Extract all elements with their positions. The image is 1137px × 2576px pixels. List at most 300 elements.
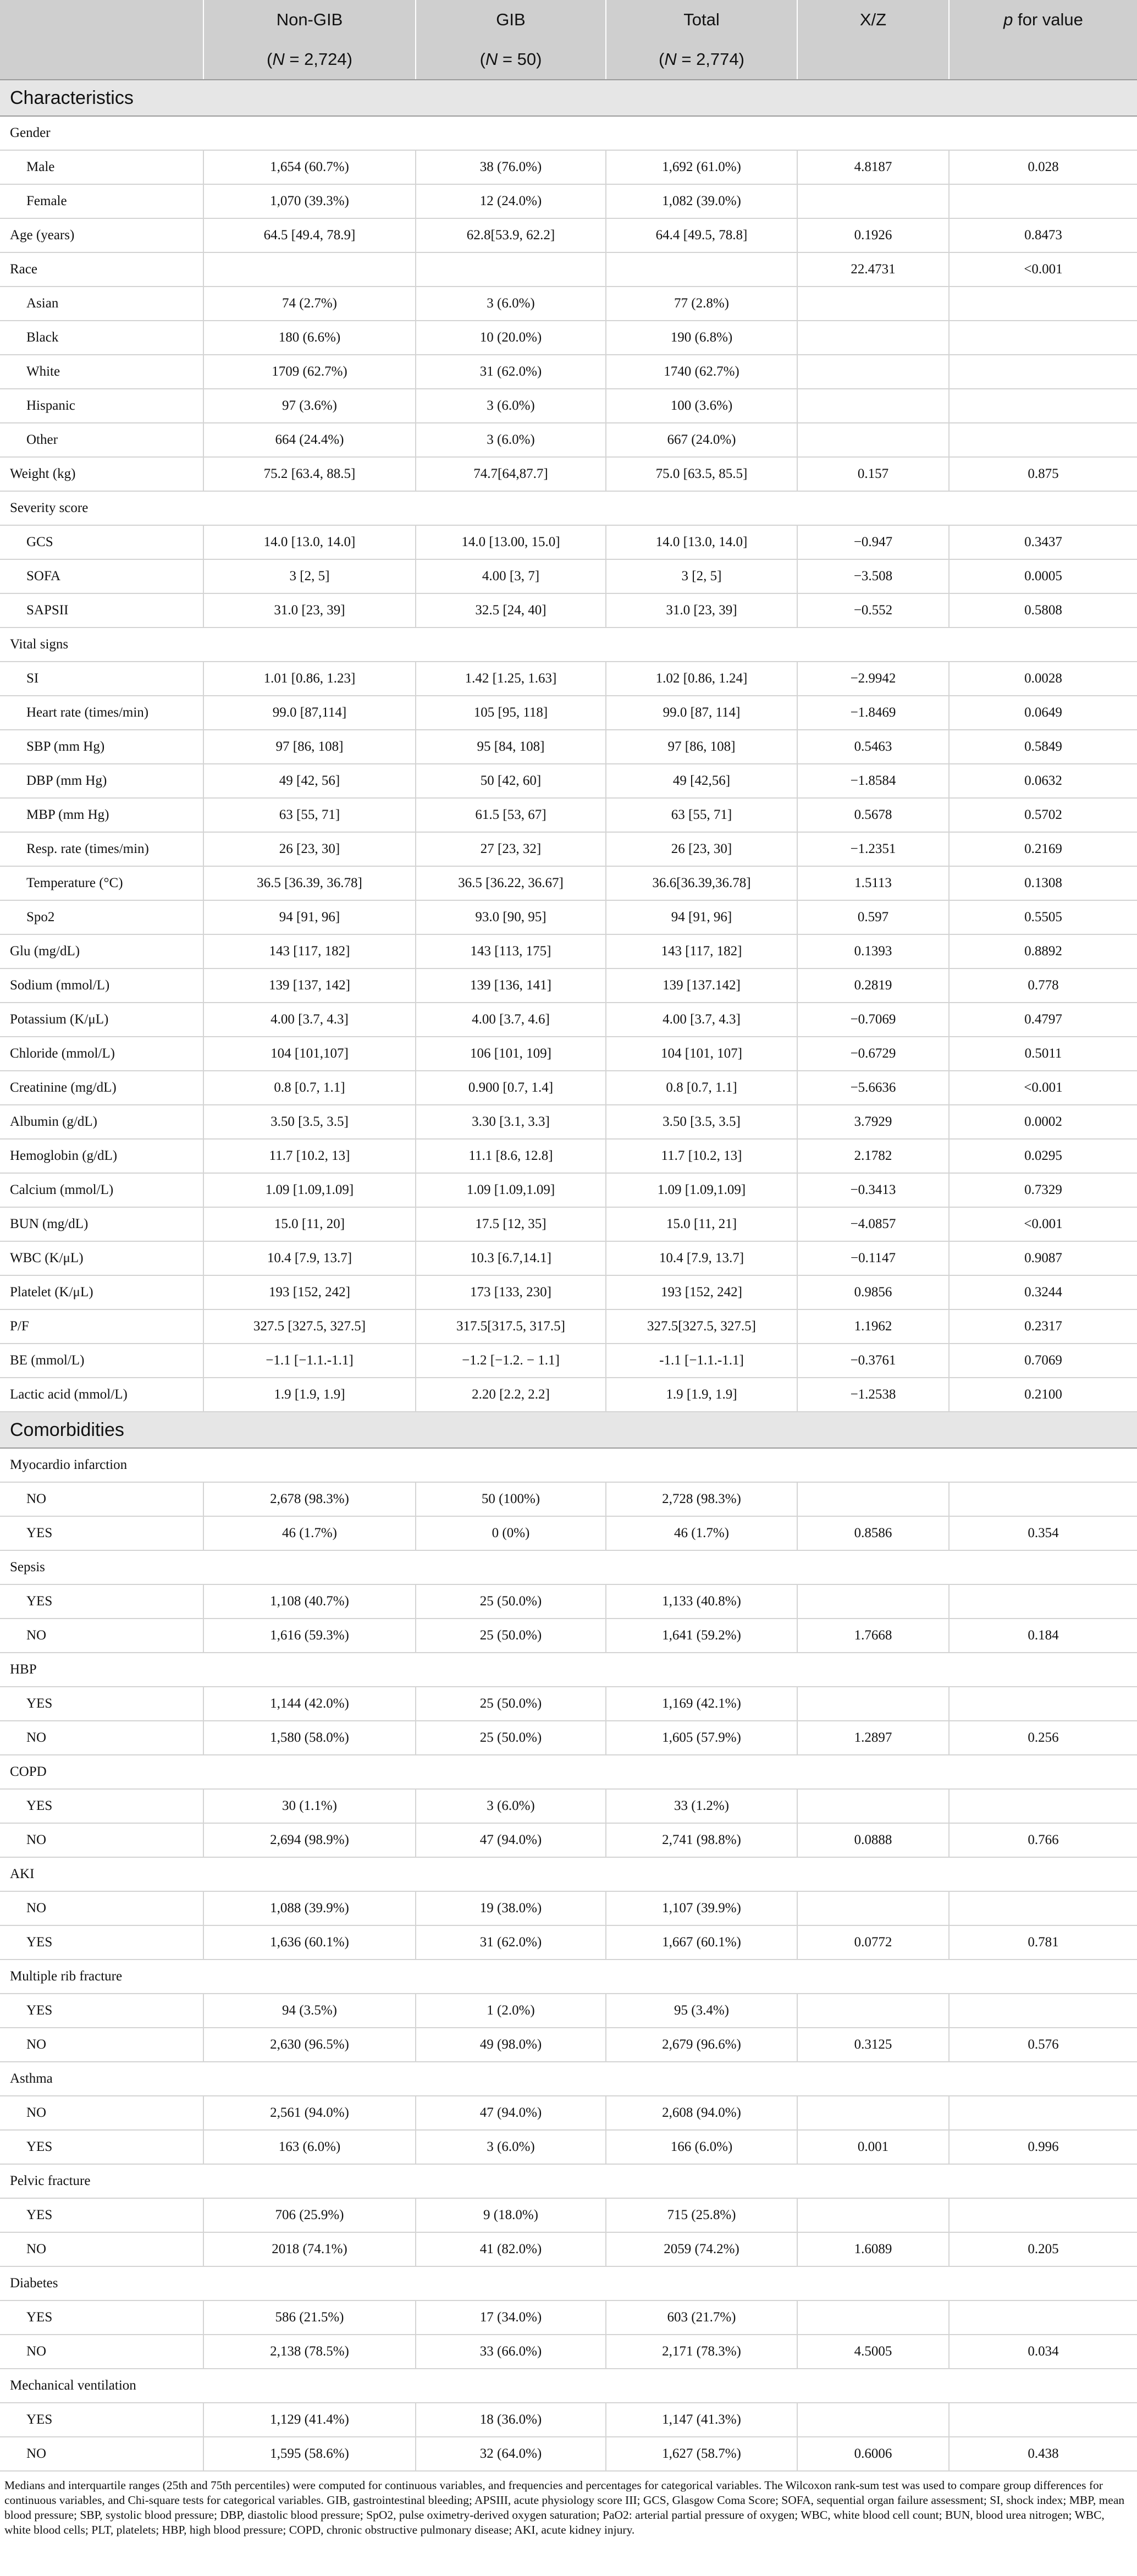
cell-non-gib: 327.5 [327.5, 327.5] (203, 1309, 416, 1344)
cell-non-gib: 97 (3.6%) (203, 389, 416, 423)
table-row (0, 866, 1137, 900)
cell-xz: 0.1393 (797, 934, 949, 968)
row-label: YES (0, 2130, 203, 2164)
total-n-value: = 2,774) (676, 49, 744, 69)
cell-gib: 105 [95, 118] (416, 696, 606, 730)
cell-gib: 1.42 [1.25, 1.63] (416, 662, 606, 696)
cell-non-gib: 10.4 [7.9, 13.7] (203, 1241, 416, 1275)
table-row (0, 389, 1137, 423)
cell-non-gib: 586 (21.5%) (203, 2300, 416, 2335)
cell-non-gib: 143 [117, 182] (203, 934, 416, 968)
cell-p-value (949, 423, 1137, 457)
table-row (0, 1071, 1137, 1105)
cell-non-gib: 2,678 (98.3%) (203, 1482, 416, 1516)
cell-p-value: 0.778 (949, 968, 1137, 1003)
row-label: NO (0, 1619, 203, 1653)
cell-gib: 3.30 [3.1, 3.3] (416, 1105, 606, 1139)
cell-non-gib: 2,630 (96.5%) (203, 2028, 416, 2062)
cell-p-value (949, 1994, 1137, 2028)
cell-non-gib: 64.5 [49.4, 78.9] (203, 218, 416, 252)
cell-non-gib: 2,138 (78.5%) (203, 2335, 416, 2369)
cell-p-value: 0.2169 (949, 832, 1137, 866)
cell-total: 143 [117, 182] (606, 934, 797, 968)
cell-total: 190 (6.8%) (606, 321, 797, 355)
group-row (0, 1755, 1137, 1789)
table-row (0, 184, 1137, 218)
cell-gib: 139 [136, 141] (416, 968, 606, 1003)
cell-non-gib: 75.2 [63.4, 88.5] (203, 457, 416, 491)
gib-n-value: = 50) (498, 49, 542, 69)
row-label: Potassium (K/μL) (0, 1003, 203, 1037)
row-label: Lactic acid (mmol/L) (0, 1378, 203, 1412)
row-label: YES (0, 2198, 203, 2232)
cell-non-gib: 14.0 [13.0, 14.0] (203, 525, 416, 559)
cell-xz (797, 423, 949, 457)
cell-total (606, 252, 797, 287)
cell-total: 99.0 [87, 114] (606, 696, 797, 730)
cell-p-value: 0.0295 (949, 1139, 1137, 1173)
header-p-italic: p (1003, 10, 1013, 29)
cell-total: -1.1 [−1.1.-1.1] (606, 1344, 797, 1378)
table-row (0, 355, 1137, 389)
cell-gib: 9 (18.0%) (416, 2198, 606, 2232)
group-row (0, 2369, 1137, 2403)
cell-xz: −0.947 (797, 525, 949, 559)
cell-p-value: 0.7329 (949, 1173, 1137, 1207)
cell-total: 46 (1.7%) (606, 1516, 797, 1550)
non-gib-n-value: = 2,724) (284, 49, 352, 69)
cell-xz (797, 2198, 949, 2232)
cell-gib: 41 (82.0%) (416, 2232, 606, 2266)
table-row (0, 2130, 1137, 2164)
row-label: GCS (0, 525, 203, 559)
row-label: Race (0, 252, 203, 287)
cell-p-value: 0.354 (949, 1516, 1137, 1550)
row-label: Sodium (mmol/L) (0, 968, 203, 1003)
cell-xz: 1.6089 (797, 2232, 949, 2266)
cell-p-value (949, 287, 1137, 321)
cell-non-gib: 1709 (62.7%) (203, 355, 416, 389)
cell-non-gib: 30 (1.1%) (203, 1789, 416, 1823)
cell-non-gib: 49 [42, 56] (203, 764, 416, 798)
cell-xz (797, 321, 949, 355)
row-label: WBC (K/μL) (0, 1241, 203, 1275)
cell-p-value: 0.5808 (949, 593, 1137, 628)
table-row (0, 2232, 1137, 2266)
cell-p-value (949, 2403, 1137, 2437)
group-row (0, 1959, 1137, 1994)
cell-total: 94 [91, 96] (606, 900, 797, 934)
cell-xz: 1.1962 (797, 1309, 949, 1344)
row-label: Heart rate (times/min) (0, 696, 203, 730)
cell-total: 2059 (74.2%) (606, 2232, 797, 2266)
cell-total: 1,605 (57.9%) (606, 1721, 797, 1755)
cell-gib: 31 (62.0%) (416, 355, 606, 389)
cell-xz: −1.8584 (797, 764, 949, 798)
cell-non-gib: 1,144 (42.0%) (203, 1687, 416, 1721)
header-p-rest: for value (1013, 10, 1083, 29)
table-row (0, 1173, 1137, 1207)
cell-xz (797, 1789, 949, 1823)
row-label: YES (0, 2300, 203, 2335)
table-row (0, 423, 1137, 457)
cell-xz: −0.3761 (797, 1344, 949, 1378)
cell-p-value: 0.256 (949, 1721, 1137, 1755)
group-label: Asthma (0, 2062, 1137, 2096)
group-label: Sepsis (0, 1550, 1137, 1584)
table-row (0, 968, 1137, 1003)
cell-total: 77 (2.8%) (606, 287, 797, 321)
group-label: Mechanical ventilation (0, 2369, 1137, 2403)
cell-xz: −1.8469 (797, 696, 949, 730)
cell-total: 1.09 [1.09,1.09] (606, 1173, 797, 1207)
cell-non-gib: −1.1 [−1.1.-1.1] (203, 1344, 416, 1378)
cell-total: 97 [86, 108] (606, 730, 797, 764)
cell-p-value: 0.5702 (949, 798, 1137, 832)
cell-gib: 17 (34.0%) (416, 2300, 606, 2335)
table-row (0, 2028, 1137, 2062)
table-row (0, 593, 1137, 628)
table-row (0, 1516, 1137, 1550)
cell-xz: −5.6636 (797, 1071, 949, 1105)
table-row (0, 2335, 1137, 2369)
group-row (0, 2266, 1137, 2300)
cell-total: 95 (3.4%) (606, 1994, 797, 2028)
table-row (0, 1925, 1137, 1959)
header-blank (0, 0, 203, 40)
cell-p-value (949, 1687, 1137, 1721)
row-label: YES (0, 1584, 203, 1619)
cell-p-value: 0.8473 (949, 218, 1137, 252)
cell-total: 15.0 [11, 21] (606, 1207, 797, 1241)
cell-xz: 2.1782 (797, 1139, 949, 1173)
cell-xz: 1.7668 (797, 1619, 949, 1653)
cell-non-gib: 46 (1.7%) (203, 1516, 416, 1550)
cell-non-gib: 163 (6.0%) (203, 2130, 416, 2164)
cell-non-gib: 1.01 [0.86, 1.23] (203, 662, 416, 696)
cell-p-value: 0.7069 (949, 1344, 1137, 1378)
cell-p-value (949, 2300, 1137, 2335)
row-label: Male (0, 150, 203, 184)
cell-non-gib: 0.8 [0.7, 1.1] (203, 1071, 416, 1105)
group-label: AKI (0, 1857, 1137, 1891)
cell-xz: 4.5005 (797, 2335, 949, 2369)
cell-gib: −1.2 [−1.2. − 1.1] (416, 1344, 606, 1378)
cell-p-value (949, 2096, 1137, 2130)
row-label: Hispanic (0, 389, 203, 423)
cell-total: 14.0 [13.0, 14.0] (606, 525, 797, 559)
table-row (0, 1482, 1137, 1516)
cell-non-gib: 2,561 (94.0%) (203, 2096, 416, 2130)
row-label: SOFA (0, 559, 203, 593)
group-row (0, 628, 1137, 662)
header-gib: GIB (416, 0, 606, 40)
cell-non-gib: 1,580 (58.0%) (203, 1721, 416, 1755)
cell-xz (797, 184, 949, 218)
cell-xz (797, 1687, 949, 1721)
header-total: Total (606, 0, 797, 40)
cell-gib: 47 (94.0%) (416, 2096, 606, 2130)
cell-xz: 0.5678 (797, 798, 949, 832)
cell-total: 3.50 [3.5, 3.5] (606, 1105, 797, 1139)
cell-total: 63 [55, 71] (606, 798, 797, 832)
cell-gib: 14.0 [13.00, 15.0] (416, 525, 606, 559)
cell-total: 64.4 [49.5, 78.8] (606, 218, 797, 252)
cell-total: 2,608 (94.0%) (606, 2096, 797, 2130)
cell-xz (797, 2300, 949, 2335)
cell-p-value: 0.5505 (949, 900, 1137, 934)
cell-xz (797, 1994, 949, 2028)
cell-p-value: 0.1308 (949, 866, 1137, 900)
cell-total: 715 (25.8%) (606, 2198, 797, 2232)
row-label: White (0, 355, 203, 389)
cell-xz: 0.2819 (797, 968, 949, 1003)
cell-non-gib: 139 [137, 142] (203, 968, 416, 1003)
cell-xz: 0.0888 (797, 1823, 949, 1857)
cell-p-value: 0.5849 (949, 730, 1137, 764)
table-row (0, 764, 1137, 798)
cell-xz: −0.6729 (797, 1037, 949, 1071)
cell-p-value (949, 1891, 1137, 1925)
cell-xz: 0.9856 (797, 1275, 949, 1309)
row-label: YES (0, 1789, 203, 1823)
cell-total: 327.5[327.5, 327.5] (606, 1309, 797, 1344)
cell-xz: 4.8187 (797, 150, 949, 184)
row-label: Asian (0, 287, 203, 321)
n-symbol: N (272, 49, 285, 69)
cell-non-gib: 99.0 [87,114] (203, 696, 416, 730)
cell-non-gib: 180 (6.6%) (203, 321, 416, 355)
cell-p-value: 0.781 (949, 1925, 1137, 1959)
cell-non-gib: 1,654 (60.7%) (203, 150, 416, 184)
cell-non-gib: 1.9 [1.9, 1.9] (203, 1378, 416, 1412)
cell-xz (797, 2403, 949, 2437)
cell-p-value (949, 2198, 1137, 2232)
header-gib-n: (N = 50) (416, 40, 606, 80)
cell-total: 33 (1.2%) (606, 1789, 797, 1823)
cell-p-value: 0.3244 (949, 1275, 1137, 1309)
cell-xz: 0.0772 (797, 1925, 949, 1959)
cell-gib: 32 (64.0%) (416, 2437, 606, 2471)
cell-xz (797, 1891, 949, 1925)
cell-non-gib: 193 [152, 242] (203, 1275, 416, 1309)
table-row (0, 1789, 1137, 1823)
table-footnote: Medians and interquartile ranges (25th and 75th percentiles) were computed for continuous variables, and frequencies and percentages for categorical variables. The Wilcoxon rank-sum test was used to compare group differences for continuous variables, and Chi-square tests for categorical variables. GIB, gastrointestinal bleeding; APSIII, acute physiology score III; GCS, Glasgow Coma Score; SOFA, sequential organ failure assessment; SI, shock index; MBP, mean blood pressure; SBP, systolic blood pressure; DBP, diastolic blood pressure; SpO2, pulse oximetry-derived oxygen saturation; PaO2: arterial partial pressure of oxygen; WBC, white blood cell count; BUN, blood urea nitrogen; WBC, white blood cells; PLT, platelets; HBP, high blood pressure; COPD, chronic obstructive pulmonary disease; AKI, acute kidney injury. (4, 2479, 1125, 2536)
header-xz-blank (797, 40, 949, 80)
cell-p-value: 0.2317 (949, 1309, 1137, 1344)
table-row (0, 1275, 1137, 1309)
cell-gib: 33 (66.0%) (416, 2335, 606, 2369)
cell-gib: 12 (24.0%) (416, 184, 606, 218)
cell-non-gib: 1,636 (60.1%) (203, 1925, 416, 1959)
cell-total: 2,728 (98.3%) (606, 1482, 797, 1516)
table-row (0, 525, 1137, 559)
cell-non-gib: 1,616 (59.3%) (203, 1619, 416, 1653)
group-label: Diabetes (0, 2266, 1137, 2300)
row-label: NO (0, 2028, 203, 2062)
cell-p-value: 0.576 (949, 2028, 1137, 2062)
cell-non-gib: 1.09 [1.09,1.09] (203, 1173, 416, 1207)
row-label: Weight (kg) (0, 457, 203, 491)
table-row (0, 832, 1137, 866)
table-row (0, 696, 1137, 730)
cell-non-gib: 94 [91, 96] (203, 900, 416, 934)
cell-p-value: 0.9087 (949, 1241, 1137, 1275)
cell-gib: 36.5 [36.22, 36.67] (416, 866, 606, 900)
cell-gib: 19 (38.0%) (416, 1891, 606, 1925)
cell-gib: 3 (6.0%) (416, 2130, 606, 2164)
row-label: NO (0, 1823, 203, 1857)
group-row (0, 2062, 1137, 2096)
cell-p-value: 0.875 (949, 457, 1137, 491)
cell-total: 36.6[36.39,36.78] (606, 866, 797, 900)
cell-xz: 0.3125 (797, 2028, 949, 2062)
cell-non-gib: 94 (3.5%) (203, 1994, 416, 2028)
cell-total: 1,667 (60.1%) (606, 1925, 797, 1959)
cell-xz: 0.5463 (797, 730, 949, 764)
row-label: Hemoglobin (g/dL) (0, 1139, 203, 1173)
table-row (0, 1207, 1137, 1241)
row-label: NO (0, 2096, 203, 2130)
cell-p-value: <0.001 (949, 1207, 1137, 1241)
cell-total: 1,641 (59.2%) (606, 1619, 797, 1653)
row-label: Chloride (mmol/L) (0, 1037, 203, 1071)
cell-xz: 0.001 (797, 2130, 949, 2164)
table-row (0, 1823, 1137, 1857)
cell-xz: 0.1926 (797, 218, 949, 252)
cell-gib: 106 [101, 109] (416, 1037, 606, 1071)
section-header (0, 80, 1137, 116)
cell-total: 193 [152, 242] (606, 1275, 797, 1309)
cell-xz: 22.4731 (797, 252, 949, 287)
cell-gib: 3 (6.0%) (416, 389, 606, 423)
table-row (0, 2403, 1137, 2437)
cell-non-gib: 31.0 [23, 39] (203, 593, 416, 628)
cell-total: 1,627 (58.7%) (606, 2437, 797, 2471)
header-row-names (0, 0, 1137, 40)
table-row (0, 321, 1137, 355)
cell-p-value: 0.438 (949, 2437, 1137, 2471)
row-label: YES (0, 1994, 203, 2028)
row-label: Creatinine (mg/dL) (0, 1071, 203, 1105)
cell-gib: 62.8[53.9, 62.2] (416, 218, 606, 252)
header-non-gib-n: (N = 2,724) (203, 40, 416, 80)
table-row (0, 2437, 1137, 2471)
row-label: SBP (mm Hg) (0, 730, 203, 764)
row-label: Female (0, 184, 203, 218)
row-label: Glu (mg/dL) (0, 934, 203, 968)
cell-non-gib: 36.5 [36.39, 36.78] (203, 866, 416, 900)
cell-p-value (949, 184, 1137, 218)
row-label: SI (0, 662, 203, 696)
header-p-value (949, 0, 1137, 40)
table-row (0, 1891, 1137, 1925)
row-label: P/F (0, 1309, 203, 1344)
cell-total: 1740 (62.7%) (606, 355, 797, 389)
cell-total: 10.4 [7.9, 13.7] (606, 1241, 797, 1275)
cell-gib: 173 [133, 230] (416, 1275, 606, 1309)
group-label: HBP (0, 1653, 1137, 1687)
cell-gib: 1 (2.0%) (416, 1994, 606, 2028)
cell-total: 2,741 (98.8%) (606, 1823, 797, 1857)
cell-total: 2,171 (78.3%) (606, 2335, 797, 2369)
row-label: NO (0, 2437, 203, 2471)
section-title: Characteristics (0, 80, 1137, 116)
cell-total: 166 (6.0%) (606, 2130, 797, 2164)
cell-total: 1,692 (61.0%) (606, 150, 797, 184)
cell-non-gib: 3 [2, 5] (203, 559, 416, 593)
cell-gib: 50 [42, 60] (416, 764, 606, 798)
group-row (0, 491, 1137, 525)
cell-gib: 0.900 [0.7, 1.4] (416, 1071, 606, 1105)
cell-xz: −4.0857 (797, 1207, 949, 1241)
table-row (0, 1241, 1137, 1275)
row-label: Temperature (°C) (0, 866, 203, 900)
group-row (0, 1448, 1137, 1482)
group-label: Severity score (0, 491, 1137, 525)
cell-p-value: 0.2100 (949, 1378, 1137, 1412)
cell-p-value: <0.001 (949, 252, 1137, 287)
table-row (0, 252, 1137, 287)
section-header (0, 1412, 1137, 1448)
row-label: DBP (mm Hg) (0, 764, 203, 798)
section-title: Comorbidities (0, 1412, 1137, 1448)
table-row (0, 1994, 1137, 2028)
cell-xz: 0.8586 (797, 1516, 949, 1550)
table-row (0, 1721, 1137, 1755)
cell-total: 4.00 [3.7, 4.3] (606, 1003, 797, 1037)
cell-gib: 10 (20.0%) (416, 321, 606, 355)
cell-xz (797, 355, 949, 389)
group-label: Vital signs (0, 628, 1137, 662)
cell-p-value: 0.0005 (949, 559, 1137, 593)
cell-total: 31.0 [23, 39] (606, 593, 797, 628)
cell-gib: 4.00 [3, 7] (416, 559, 606, 593)
cell-p-value: 0.028 (949, 150, 1137, 184)
cell-p-value: 0.766 (949, 1823, 1137, 1857)
table-row (0, 2300, 1137, 2335)
cell-p-value: 0.205 (949, 2232, 1137, 2266)
group-label: Gender (0, 116, 1137, 150)
cell-p-value (949, 355, 1137, 389)
cell-gib: 2.20 [2.2, 2.2] (416, 1378, 606, 1412)
table-row (0, 2198, 1137, 2232)
table-row (0, 1619, 1137, 1653)
row-label: Age (years) (0, 218, 203, 252)
cell-p-value: 0.4797 (949, 1003, 1137, 1037)
cell-xz: 0.6006 (797, 2437, 949, 2471)
cell-total: 26 [23, 30] (606, 832, 797, 866)
table-row (0, 1584, 1137, 1619)
cell-p-value (949, 389, 1137, 423)
group-row (0, 116, 1137, 150)
cell-xz: 1.5113 (797, 866, 949, 900)
cell-non-gib: 104 [101,107] (203, 1037, 416, 1071)
row-label: NO (0, 2232, 203, 2266)
cell-total: 1.9 [1.9, 1.9] (606, 1378, 797, 1412)
group-label: Multiple rib fracture (0, 1959, 1137, 1994)
row-label: Other (0, 423, 203, 457)
table-row (0, 1687, 1137, 1721)
group-label: COPD (0, 1755, 1137, 1789)
table-row (0, 1139, 1137, 1173)
cell-xz (797, 389, 949, 423)
table-row (0, 457, 1137, 491)
cell-p-value (949, 1789, 1137, 1823)
cell-xz: 3.7929 (797, 1105, 949, 1139)
cell-xz (797, 287, 949, 321)
table-row (0, 218, 1137, 252)
